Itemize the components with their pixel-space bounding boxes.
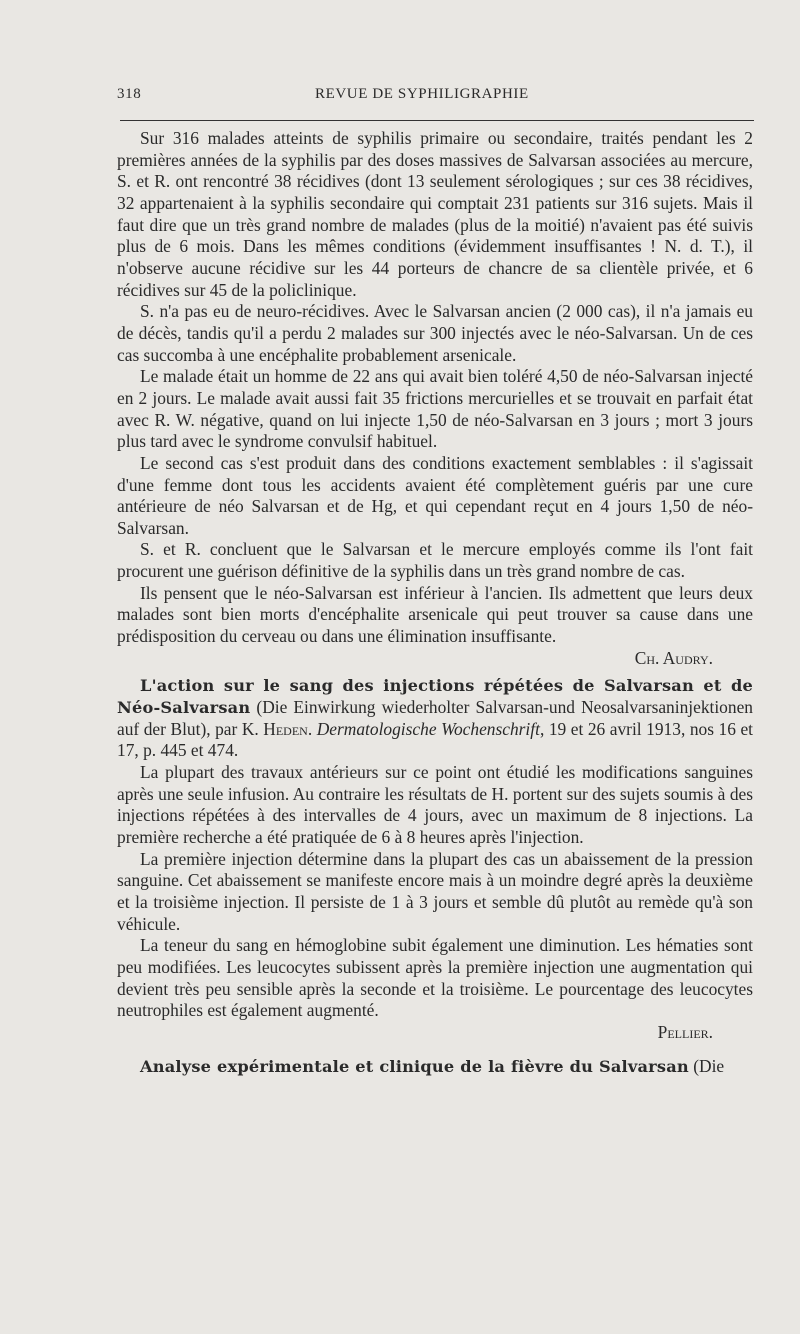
signature-line <box>117 648 753 670</box>
header-rule <box>120 120 754 121</box>
signature: Ch. Audry. <box>634 647 713 668</box>
signature-line <box>117 1022 753 1044</box>
paragraph: Sur 316 malades atteints de syphilis primaire ou secondaire, traités pendant les 2 premières années de la syphilis par des doses massives de Salvarsan associées au mercure, S. et R. ont rencontré 38 récidives (dont 13 seulement sérologiques ; sur ces 38 récidives, 32 appartenaient à la syphilis secondaire qui comptait 231 patients sur 316 sujets. Mais il faut dire que un très grand nombre de malades (plus de la moitié) n'avaient pas été suivis plus de 6 mois. Dans les mêmes conditions (évidemment insuffisantes ! N. d. T.), il n'observe aucune récidive sur les 44 porteurs de chancre de sa clientèle privée, et 6 récidives sur 45 de la policlinique. <box>117 128 753 300</box>
next-article-tail: (Die <box>688 1055 725 1076</box>
paragraph <box>117 583 753 648</box>
article-reference: . <box>307 718 317 739</box>
article-journal: Dermatologische Wochenschrift <box>316 718 540 739</box>
paragraph: La plupart des travaux antérieurs sur ce point ont étudié les modifications sanguines après une seule infusion. Au contraire les résultats de H. portent sur des sujets soumis à des injections répétées à des intervalles de 4 jours, avec un maximum de 8 injections. La première recherche a été pratiquée de 6 à 8 heures après l'injection. <box>117 762 753 847</box>
article-title: L'action sur le sang des injections répétées de Salvarsan et de Néo-Salvarsan <box>117 676 753 718</box>
paragraph-text: Ils pensent que le néo-Salvarsan est inférieur à l'ancien. Ils admettent que leurs deux malades sont bien morts d'encéphalite arsenicale qui peut trouver sa cause dans une prédisposition du cerveau ou dans une élimination insuffisante. <box>117 582 753 647</box>
paragraph: Le malade était un homme de 22 ans qui avait bien toléré 4,50 de néo-Salvarsan injecté en 2 jours. Le malade avait aussi fait 35 frictions mercurielles et se trouvait en parfait état avec R. W. négative, quand on lui injecte 1,50 de néo-Salvarsan en 3 jours ; mort 3 jours plus tard avec le syndrome convulsif habituel. <box>117 366 753 452</box>
next-article-title: Analyse expérimentale et clinique de la fièvre du Salvarsan <box>140 1056 689 1076</box>
article-heading <box>117 675 753 762</box>
paragraph: S. n'a pas eu de neuro-récidives. Avec le Salvarsan ancien (2 000 cas), il n'a jamais eu de décès, tandis qu'il a perdu 2 malades sur 300 injectés avec le néo-Salvarsan. Un de ces cas succomba à une encéphalite probablement arsenicale. <box>117 301 753 365</box>
paragraph: S. et R. concluent que le Salvarsan et le mercure employés comme ils l'ont fait procurent une guérison définitive de la syphilis dans un très grand nombre de cas. <box>117 539 753 582</box>
next-article-heading <box>117 1056 753 1078</box>
article-reference: , 19 et 26 avril 1913, nos 16 et 17, p. 445 et 474. <box>117 718 753 761</box>
article-author: Heden <box>263 718 308 739</box>
body-text <box>117 128 753 1077</box>
running-title: REVUE DE SYPHILIGRAPHIE <box>315 86 529 102</box>
signature: Pellier. <box>657 1021 713 1042</box>
page-number: 318 <box>117 86 142 102</box>
article-reference: (Die Einwirkung wiederholter Salvarsan-und Neosalvarsaninjektionen auf der Blut), par K. <box>117 697 753 739</box>
page-header <box>117 86 753 108</box>
paragraph: La première injection détermine dans la plupart des cas un abaissement de la pression sanguine. Cet abaissement se manifeste encore mais à un moindre degré après la deuxième et la troisième injection. Il persiste de 1 à 3 jours et semble dû plutôt au remède qu'à son véhicule. <box>117 848 753 934</box>
paragraph: La teneur du sang en hémoglobine subit également une diminution. Les hématies sont peu modifiées. Les leucocytes subissent après la première injection une augmentation qui devient très peu sensible après la seconde et la troisième. Le pourcentage des leucocytes neutrophiles est également augmenté. <box>117 935 753 1021</box>
paragraph: Le second cas s'est produit dans des conditions exactement semblables : il s'agissait d'une femme dont tous les accidents avaient été complètement guéris par une cure antérieure de néo Salvarsan et de Hg, et qui cependant reçut en 4 jours 1,50 de néo-Salvarsan. <box>117 452 753 538</box>
